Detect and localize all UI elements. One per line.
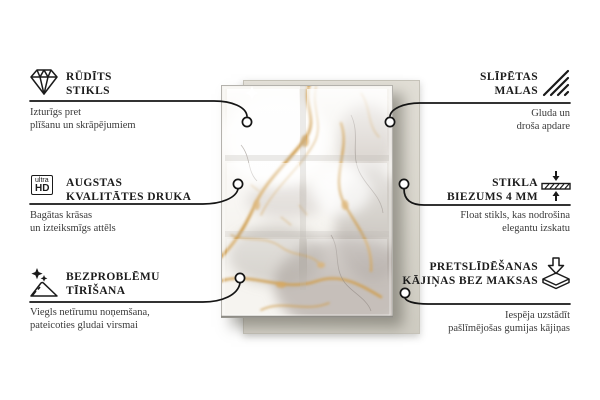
- ultra-hd-label-top: ultra: [35, 177, 49, 184]
- anti-slip-feet-icon: [540, 256, 572, 297]
- feature-title-line: BIEZUMS 4 MM: [446, 191, 538, 203]
- feature-desc-line: Gluda un: [531, 108, 570, 119]
- feature-description: [30, 307, 150, 332]
- feature-desc-line: Float stikls, kas nodrošina: [460, 210, 570, 221]
- beveled-edge-icon: [540, 66, 572, 103]
- feature-title-line: BEZPROBLĒMU: [66, 271, 160, 283]
- cleaning-sparkle-icon: [28, 265, 60, 304]
- feature-title-line: KĀJIŅAS BEZ MAKSAS: [402, 275, 538, 287]
- feature-desc-line: Izturīgs pret: [30, 107, 82, 118]
- feature-title-line: MALAS: [494, 85, 538, 97]
- feature-description: [30, 210, 116, 235]
- marble-texture: [221, 85, 393, 318]
- feature-title: [66, 270, 160, 298]
- ultra-hd-icon: [31, 175, 53, 196]
- glass-thickness-icon: [540, 170, 572, 207]
- feature-description: [448, 310, 570, 335]
- feature-description: [517, 108, 570, 133]
- connector-right-bottom: [405, 298, 570, 304]
- feature-title-line: RŪDĪTS: [66, 71, 112, 83]
- ultra-hd-label-bottom: HD: [35, 183, 50, 194]
- feature-title: [66, 176, 191, 204]
- feature-desc-line: un izteiksmīgs attēls: [30, 222, 116, 234]
- feature-desc-line: Viegls netīrumu noņemšana,: [30, 307, 150, 318]
- feature-title-line: PRETSLĪDĒŠANAS: [429, 261, 538, 273]
- feature-title-line: SLĪPĒTAS: [480, 71, 538, 83]
- feature-desc-line: elegantu izskatu: [502, 222, 570, 234]
- feature-title-line: STIKLA: [492, 177, 538, 189]
- feature-desc-line: pateicoties gludai virsmai: [30, 319, 138, 331]
- feature-desc-line: Bagātas krāsas: [30, 210, 93, 221]
- feature-desc-line: Iespēja uzstādīt: [504, 310, 570, 321]
- feature-desc-line: droša apdare: [516, 120, 570, 132]
- feature-desc-line: pašlīmējošas gumijas kājiņas: [448, 322, 570, 334]
- feature-description: [30, 107, 136, 132]
- marble-glass-panel: [221, 85, 393, 318]
- feature-title-line: KVALITĀTES DRUKA: [66, 191, 192, 203]
- feature-title-line: AUGSTAS: [66, 177, 123, 189]
- feature-desc-line: plīšanu un skrāpējumiem: [30, 119, 136, 131]
- feature-description: [460, 210, 570, 235]
- feature-title: [447, 176, 538, 204]
- feature-title: [402, 260, 538, 288]
- feature-title: [480, 70, 538, 98]
- feature-title-line: STIKLS: [66, 85, 110, 97]
- feature-title: [66, 70, 112, 98]
- feature-title-line: TĪRĪŠANA: [66, 285, 126, 297]
- diamond-icon: [28, 66, 60, 103]
